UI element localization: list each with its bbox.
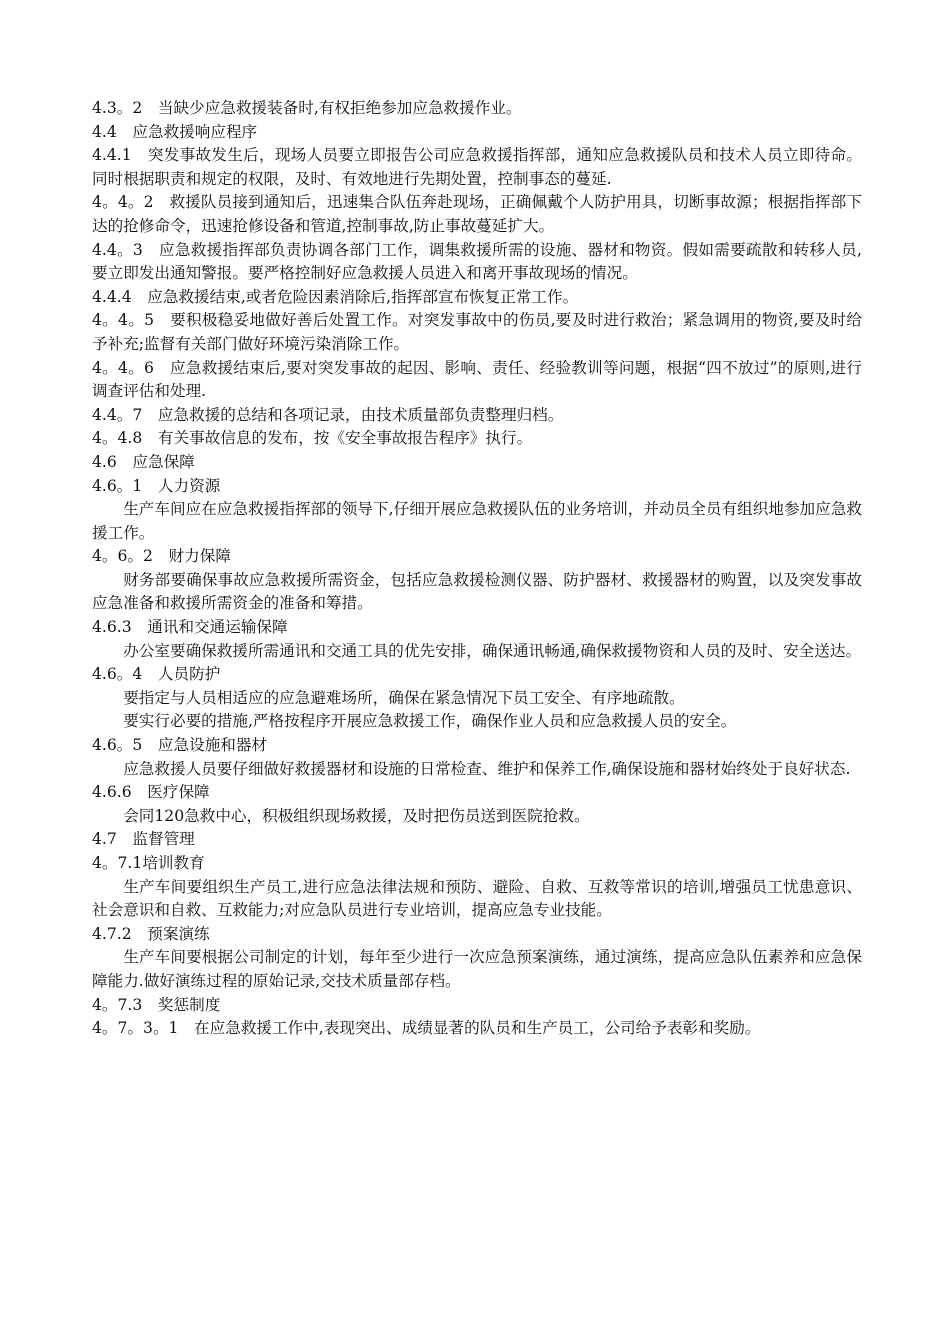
section-line: 4。7。3。1 在应急救援工作中,表现突出、成绩显著的队员和生产员工，公司给予表彰和奖励。 (92, 1019, 761, 1038)
section-line: 4.4。7 应急救援的总结和各项记录，由技术质量部负责整理归档。 (92, 405, 564, 424)
section-line: 4。7.1培训教育 (92, 854, 205, 872)
section-line: 4。7.3 奖惩制度 (92, 995, 221, 1014)
section-line: 4.6。1 人力资源 (92, 476, 221, 495)
section-line: 4。6。2 财力保障 (92, 547, 231, 566)
body-paragraph: 要指定与人员相适应的应急避难场所，确保在紧急情况下员工安全、有序地疏散。 (123, 688, 685, 707)
body-paragraph: 生产车间应在应急救援指挥部的领导下,仔细开展应急救援队伍的业务培训，并动员全员有组织地参加应急救援工作。 (92, 500, 862, 542)
section-line: 4.4.1 突发事故发生后，现场人员要立即报告公司应急救援指挥部，通知应急救援队员和技术人员立即待命。同时根据职责和规定的权限，及时、有效地进行先期处置，控制事态的蔓延. (92, 146, 862, 188)
body-paragraph: 财务部要确保事故应急救援所需资金，包括应急救援检测仪器、防护器材、救援器材的购置，以及突发事故应急准备和救援所需资金的准备和筹措。 (92, 570, 862, 613)
section-line: 4。4.8 有关事故信息的发布，按《安全事故报告程序》执行。 (92, 429, 533, 448)
section-line: 4.6。4 人员防护 (92, 665, 221, 684)
section-line: 4。4。2 救援队员接到通知后，迅速集合队伍奔赴现场，正确佩戴个人防护用具，切断事故源；根据指挥部下达的抢修命令，迅速抢修设备和管道,控制事故,防止事故蔓延扩大。 (92, 193, 862, 235)
body-paragraph: 生产车间要根据公司制定的计划，每年至少进行一次应急预案演练，通过演练，提高应急队伍素养和应急保障能力.做好演练过程的原始记录,交技术质量部存档。 (92, 948, 862, 990)
body-paragraph: 生产车间要组织生产员工,进行应急法律法规和预防、避险、自救、互救等常识的培训,增强员工忧患意识、社会意识和自救、互救能力;对应急队员进行专业培训，提高应急专业技能。 (92, 877, 862, 920)
section-line: 4.6.6 医疗保障 (92, 783, 210, 802)
section-line: 4.4.4 应急救援结束,或者危险因素消除后,指挥部宣布恢复正常工作。 (92, 287, 579, 306)
body-paragraph: 应急救援人员要仔细做好救援器材和设施的日常检查、维护和保养工作,确保设施和器材始终处于良好状态. (123, 759, 851, 778)
section-line: 4。4。5 要积极稳妥地做好善后处置工作。对突发事故中的伤员,要及时进行救治；紧急调用的物资,要及时给予补充;监督有关部门做好环境污染消除工作。 (92, 311, 862, 353)
section-line: 4.6.3 通讯和交通运输保障 (92, 618, 288, 637)
section-line: 4.6 应急保障 (92, 452, 195, 471)
section-line: 4.3。2 当缺少应急救援装备时,有权拒绝参加应急救援作业。 (92, 99, 522, 117)
section-line: 4.4 应急救援响应程序 (92, 122, 258, 141)
section-line: 4.7.2 预案演练 (92, 924, 210, 943)
section-line: 4.6。5 应急设施和器材 (92, 736, 268, 755)
document-body (92, 97, 862, 1041)
body-paragraph: 会同120急救中心，积极组织现场救援，及时把伤员送到医院抢救。 (123, 806, 590, 825)
section-line: 4.7 监督管理 (92, 830, 195, 849)
section-line: 4.4。3 应急救援指挥部负责协调各部门工作，调集救援所需的设施、器材和物资。假如需要疏散和转移人员,要立即发出通知警报。要严格控制好应急救援人员进入和离开事故现场的情况。 (92, 240, 862, 283)
section-line: 4。4。6 应急救援结束后,要对突发事故的起因、影响、责任、经验教训等问题，根据“四不放过”的原则,进行调查评估和处理. (92, 358, 862, 401)
body-paragraph: 办公室要确保救援所需通讯和交通工具的优先安排，确保通讯畅通,确保救援物资和人员的及时、安全送达。 (123, 641, 862, 660)
body-paragraph: 要实行必要的措施,严格按程序开展应急救援工作，确保作业人员和应急救援人员的安全。 (123, 712, 737, 731)
